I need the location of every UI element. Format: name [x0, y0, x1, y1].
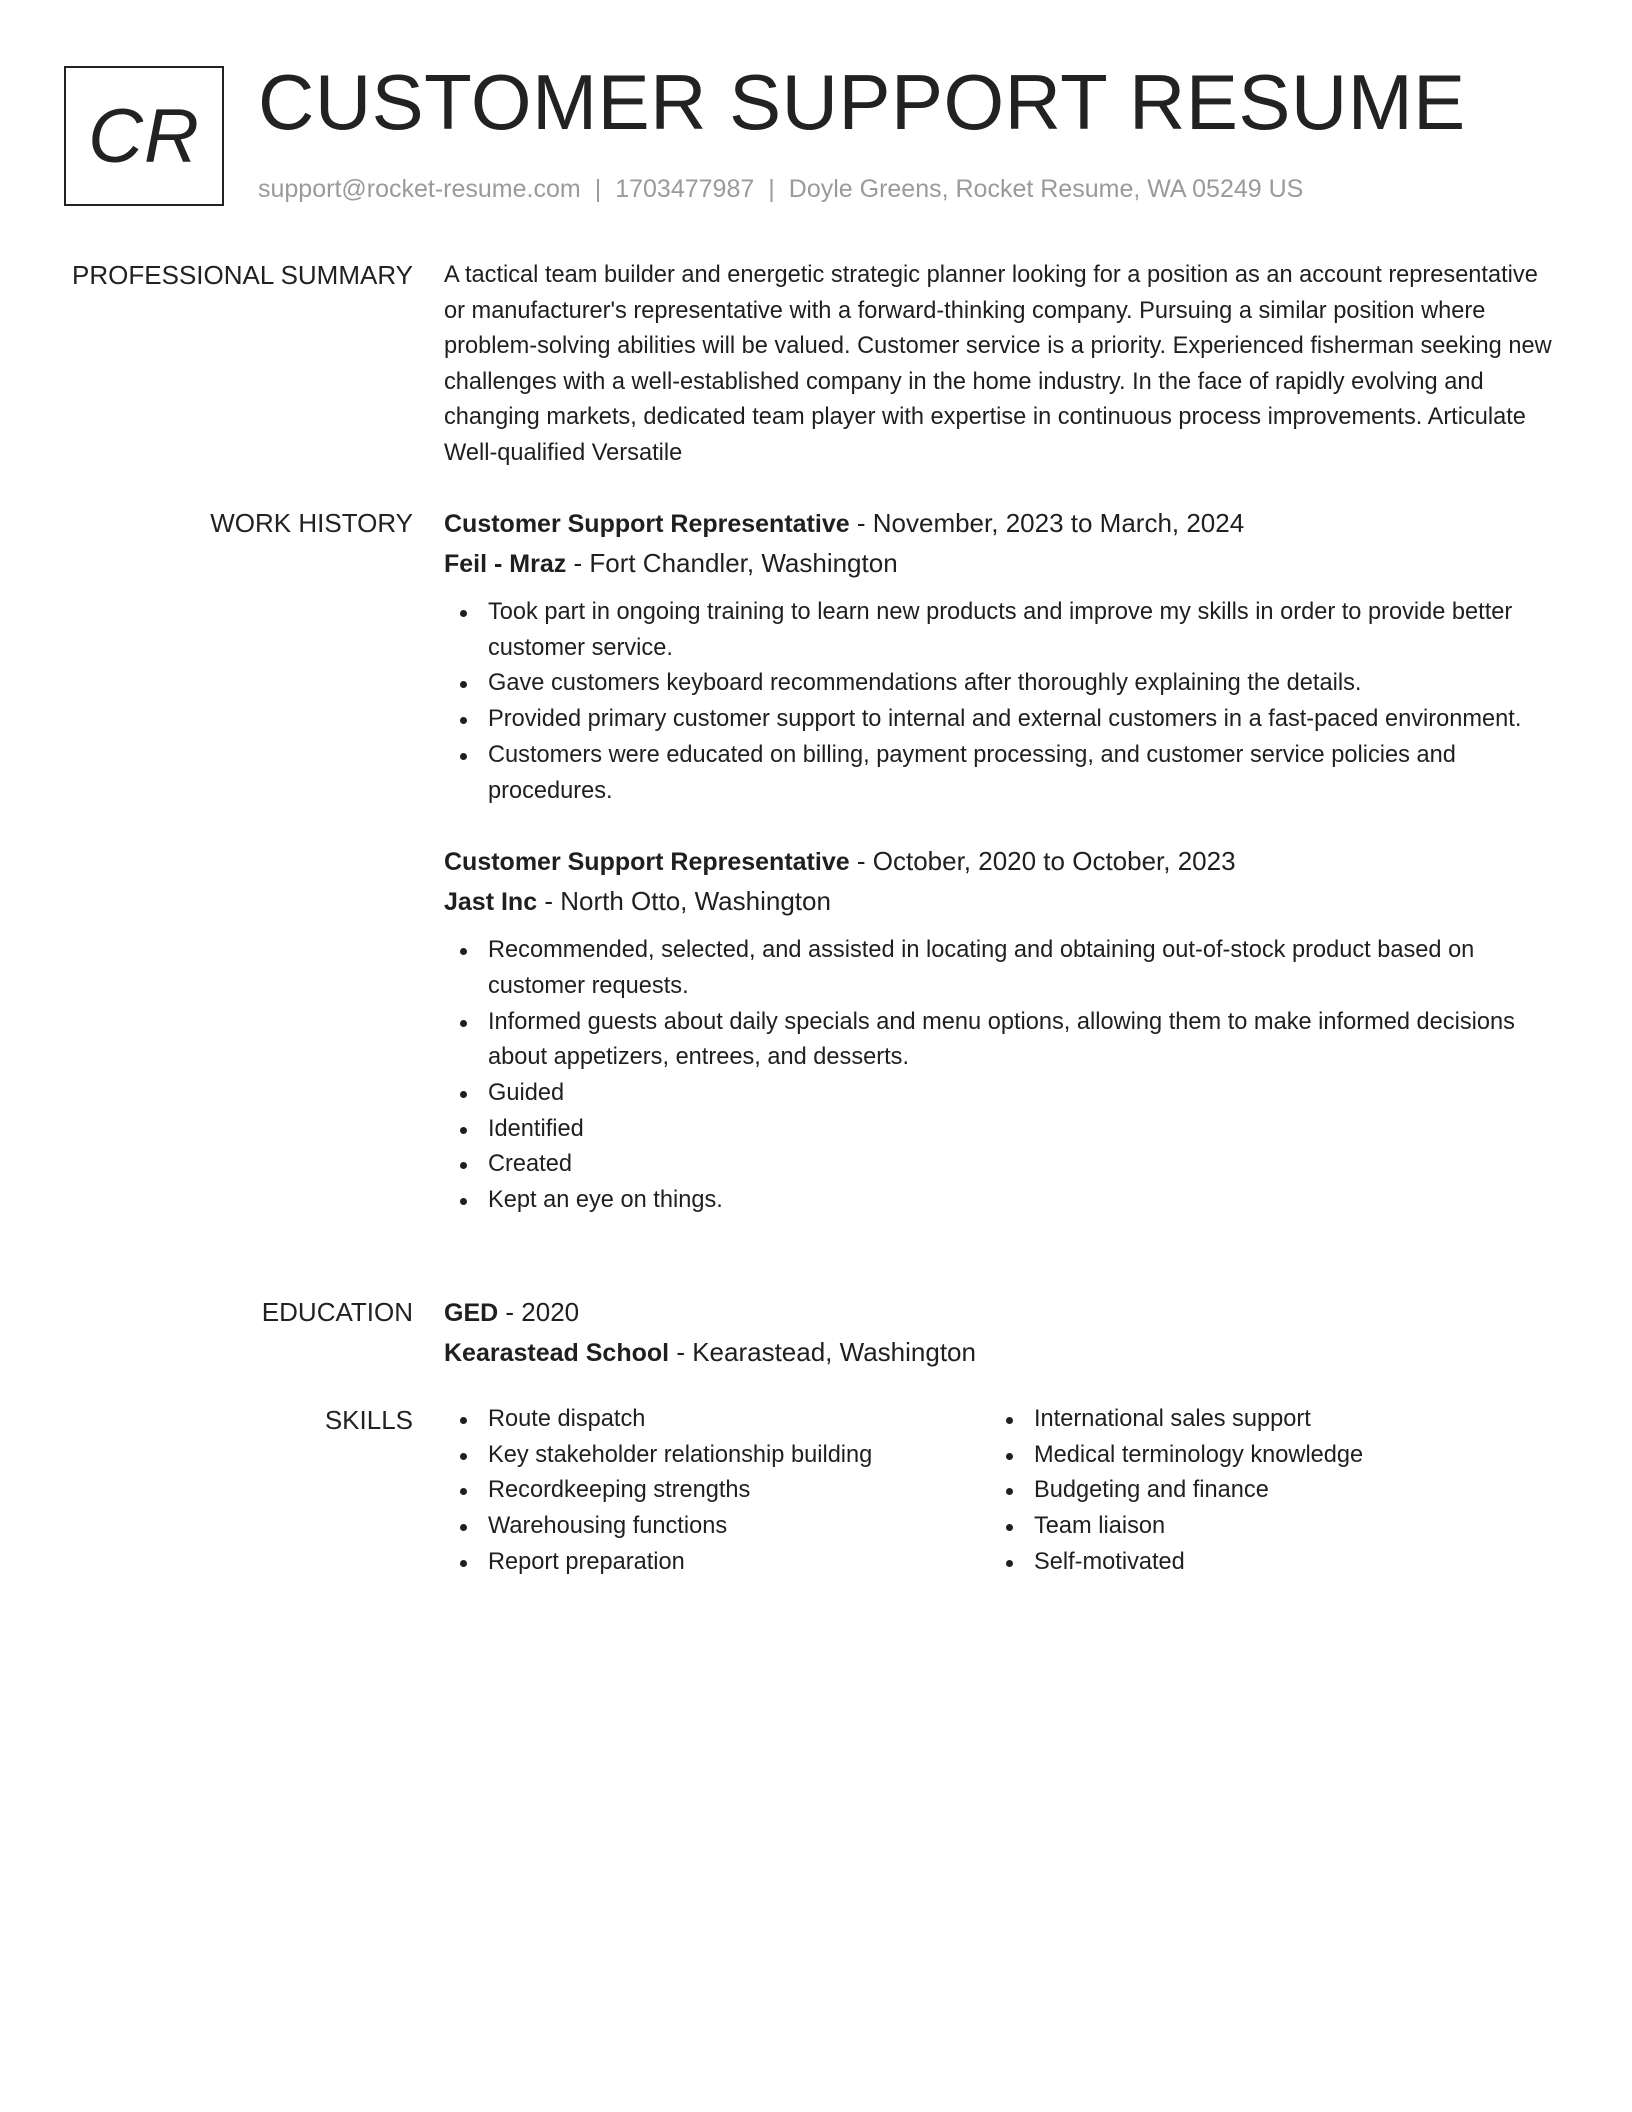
- job-duties-list: [444, 595, 1556, 809]
- job-duties-list: [444, 933, 1556, 1219]
- list-item: Identified: [444, 1112, 1556, 1148]
- education-degree-line: [444, 1293, 1556, 1333]
- skills-list-left: [444, 1402, 990, 1581]
- education-year: - 2020: [498, 1297, 580, 1327]
- education-heading: EDUCATION: [261, 1297, 413, 1327]
- job-dates: - November, 2023 to March, 2024: [849, 508, 1245, 538]
- job-title: Customer Support Representative: [444, 510, 850, 538]
- list-item: Customers were educated on billing, payment processing, and customer service policies and procedures.: [444, 738, 1556, 809]
- job-title: Customer Support Representative: [444, 848, 850, 877]
- work-history-heading: WORK HISTORY: [210, 508, 413, 538]
- job-title-line: [444, 842, 1556, 882]
- list-item: International sales support: [990, 1402, 1536, 1438]
- list-item: Route dispatch: [444, 1402, 990, 1438]
- skills-body: [444, 1402, 1556, 1581]
- education-school-line: [444, 1333, 1556, 1373]
- education-location: - Kearastead, Washington: [669, 1336, 976, 1367]
- list-item: Recordkeeping strengths: [444, 1473, 990, 1509]
- summary-heading: PROFESSIONAL SUMMARY: [72, 260, 413, 290]
- list-item: Report preparation: [444, 1545, 990, 1581]
- contact-phone[interactable]: 1703477987: [615, 175, 755, 203]
- resume-title: CUSTOMER SUPPORT RESUME: [258, 58, 1466, 146]
- list-item: Provided primary customer support to internal and external customers in a fast-paced environment.: [444, 702, 1556, 738]
- job-location: - Fort Chandler, Washington: [566, 547, 898, 578]
- job-company: Jast Inc: [444, 887, 538, 916]
- skills-heading: SKILLS: [324, 1405, 413, 1435]
- list-item: Recommended, selected, and assisted in locating and obtaining out-of-stock product based on customer requests.: [444, 933, 1556, 1004]
- job-location: - North Otto, Washington: [537, 885, 831, 916]
- job-entry: [444, 504, 1556, 809]
- work-history-body: [444, 504, 1556, 1219]
- list-item: Budgeting and finance: [990, 1473, 1536, 1509]
- list-item: Took part in ongoing training to learn new products and improve my skills in order to provide better customer service.: [444, 595, 1556, 666]
- skills-list-right: [990, 1402, 1536, 1581]
- list-item: Self-motivated: [990, 1545, 1536, 1581]
- job-title-line: [444, 504, 1556, 544]
- list-item: Guided: [444, 1076, 1556, 1112]
- list-item: Created: [444, 1147, 1556, 1183]
- list-item: Gave customers keyboard recommendations after thoroughly explaining the details.: [444, 666, 1556, 702]
- education-body: [444, 1293, 1556, 1372]
- monogram: [64, 66, 224, 206]
- contact-info: [258, 174, 1303, 204]
- list-item: Key stakeholder relationship building: [444, 1438, 990, 1474]
- job-company-line: [444, 882, 1556, 922]
- job-company: Feil - Mraz: [444, 549, 567, 578]
- education-school: Kearastead School: [444, 1338, 670, 1367]
- list-item: Warehousing functions: [444, 1509, 990, 1545]
- contact-email[interactable]: support@rocket-resume.com: [258, 175, 581, 203]
- job-entry: [444, 842, 1556, 1219]
- contact-separator: |: [594, 175, 602, 203]
- summary-body: [444, 258, 1556, 472]
- list-item: Team liaison: [990, 1509, 1536, 1545]
- monogram-initials: CR: [88, 93, 200, 179]
- list-item: Kept an eye on things.: [444, 1183, 1556, 1219]
- list-item: Medical terminology knowledge: [990, 1438, 1536, 1474]
- job-dates: - October, 2020 to October, 2023: [849, 846, 1236, 877]
- list-item: Informed guests about daily specials and menu options, allowing them to make informed decisions about appetizers, entrees, and desserts.: [444, 1005, 1556, 1076]
- skills-grid: [444, 1402, 1556, 1581]
- summary-text: A tactical team builder and energetic strategic planner looking for a position as an account representative or manufacturer's representative with a forward-thinking company. Pursuing a similar position where problem-solving abilities will be valued. Customer service is a priority. Experienced fisherman seeking new challenges with a well-established company in the home industry. In the face of rapidly evolving and changing markets, dedicated team player with expertise in continuous process improvements. Articulate Well-qualified Versatile: [444, 262, 1552, 466]
- job-company-line: [444, 544, 1556, 584]
- contact-separator: |: [768, 175, 775, 203]
- education-degree: GED: [444, 1299, 499, 1327]
- contact-address: Doyle Greens, Rocket Resume, WA 05249 US: [788, 175, 1304, 203]
